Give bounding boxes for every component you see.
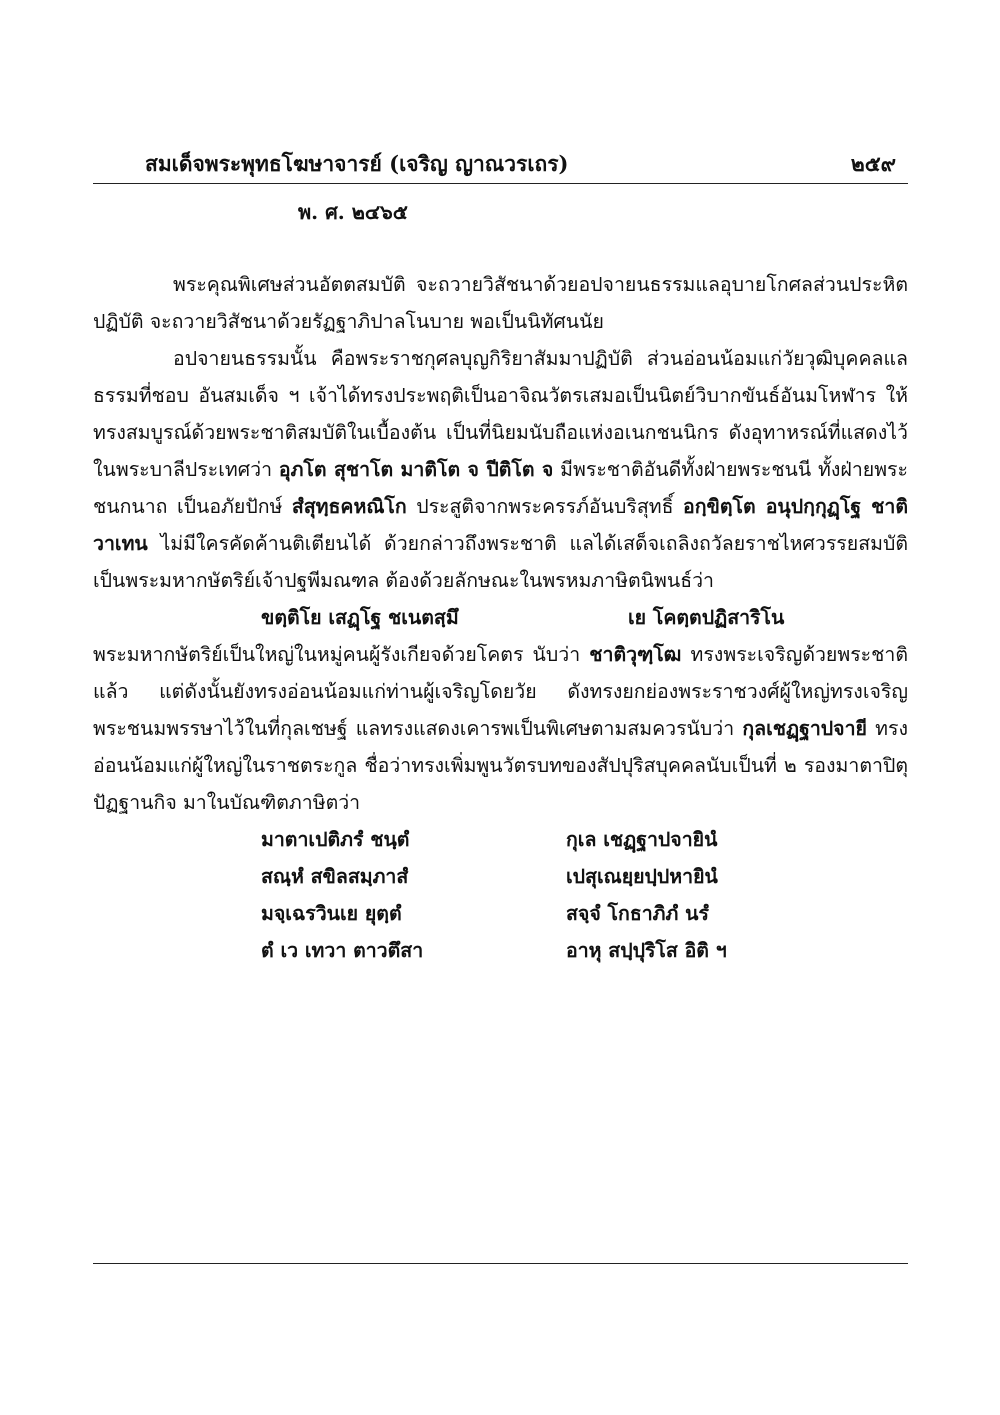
- verse-line-left: มจฺเฉรวินเย ยุตฺตํ: [261, 902, 402, 925]
- pali-term: อุภโต สุชาโต มาติโต จ ปีติโต จ: [278, 458, 554, 481]
- body-text: [93, 266, 908, 969]
- verse-line-left: มาตาเปติภรํ ชนฺตํ: [261, 828, 410, 851]
- pali-term: อกฺขิตฺโต อนุปกฺกุฏฺโฐ ชาติวาเทน: [93, 495, 909, 555]
- verse-line-left: ขตฺติโย เสฏฺโฐ ชเนตสฺมึ: [261, 606, 459, 629]
- running-header: [93, 146, 908, 180]
- header-title: สมเด็จพระพุทธโฆษาจารย์ (เจริญ ญาณวรเถร): [145, 151, 569, 176]
- verse-line-right: กุเล เชฏฺฐาปจายินํ: [566, 828, 718, 851]
- pali-verse-1: [93, 599, 908, 636]
- footer-rule: [93, 1263, 908, 1264]
- pali-term: ชาติวุฑฺโฒ: [589, 643, 682, 666]
- paragraph-3: [93, 636, 908, 821]
- text-run: ทรงพระเจริญด้วยพระชาติแล้ว แต่ดังนั้นยังทรงอ่อนน้อมแก่ท่านผู้เจริญโดยวัย ดังทรงยกย่องพระราชวงศ์ผู้ใหญ่ทรงเจริญพระชนมพรรษาไว้ในที่กุลเชษฐ์ แลทรงแสดงเคารพเป็นพิเศษตามสมควรนับว่า: [93, 643, 909, 740]
- verse-line-left: สณฺหํ สขิลสมฺภาสํ: [261, 865, 409, 888]
- paragraph-2: [93, 340, 908, 599]
- verse-line-right: สจฺจํ โกธาภิภํ นรํ: [566, 902, 709, 925]
- text-run: อปจายนธรรมนั้น คือพระราชกุศลบุญกิริยาสัมมาปฏิบัติ ส่วนอ่อนน้อมแก่วัยวุฒิบุคคลแลธรรมที่ชอบ อันสมเด็จ ฯ เจ้าได้ทรงประพฤติเป็นอาจิณวัตรเสมอเป็นนิตย์วิบากขันธ์อันมโหฬาร ให้ทรงสมบูรณ์ด้วยพระชาติสมบัติในเบื้องต้น เป็นที่นิยมนับถือแห่งอเนกชนนิกร ดังอุทาหรณ์ที่แสดงไว้ในพระบาลีประเทศว่า: [93, 347, 908, 481]
- text-run: ทรงอ่อนน้อมแก่ผู้ใหญ่ในราชตระกูล ชื่อว่าทรงเพิ่มพูนวัตรบทของสัปปุริสบุคคลนับเป็นที่ ๒ รองมาตาปิตุปัฏฐานกิจ มาในบัณฑิตภาษิตว่า: [93, 717, 908, 814]
- text-run: มีพระชาติอันดีทั้งฝ่ายพระชนนี ทั้งฝ่ายพระชนกนาถ เป็นอภัยปักษ์: [93, 458, 908, 518]
- verse-line-right: เปสุเณยฺยปฺปหายินํ: [566, 865, 718, 888]
- page-number: ๒๕๙: [850, 151, 896, 176]
- text-run: ไม่มีใครคัดค้านติเตียนได้ ด้วยกล่าวถึงพระชาติ แลได้เสด็จเถลิงถวัลยราชไหศวรรยสมบัติเป็นพระมหากษัตริย์เจ้าปฐพีมณฑล ต้องด้วยลักษณะในพรหมภาษิตนิพนธ์ว่า: [93, 532, 908, 592]
- header-rule: [93, 183, 908, 184]
- year-heading: พ. ศ. ๒๔๖๕: [298, 200, 408, 224]
- verse-line-right: อาหุ สปฺปุริโส อิติ ฯ: [566, 939, 727, 962]
- text-run: พระมหากษัตริย์เป็นใหญ่ในหมู่คนผู้รังเกียจด้วยโคตร นับว่า: [93, 643, 581, 666]
- text-run: ประสูติจากพระครรภ์อันบริสุทธิ์: [416, 495, 674, 518]
- pali-verse-2: [93, 821, 908, 969]
- pali-term: กุลเชฏฺฐาปจายี: [742, 717, 867, 740]
- verse-line-right: เย โคตฺตปฏิสาริโน: [628, 606, 785, 629]
- paragraph-1: พระคุณพิเศษส่วนอัตตสมบัติ จะถวายวิสัชนาด้วยอปจายนธรรมแลอุบายโกศลส่วนประหิตปฏิบัติ จะถวายวิสัชนาด้วยรัฏฐาภิปาลโนบาย พอเป็นนิทัศนนัย: [93, 273, 908, 333]
- pali-term: สํสุทฺธคหณิโก: [291, 495, 407, 518]
- verse-line-left: ตํ เว เทวา ตาวตึสา: [261, 939, 424, 962]
